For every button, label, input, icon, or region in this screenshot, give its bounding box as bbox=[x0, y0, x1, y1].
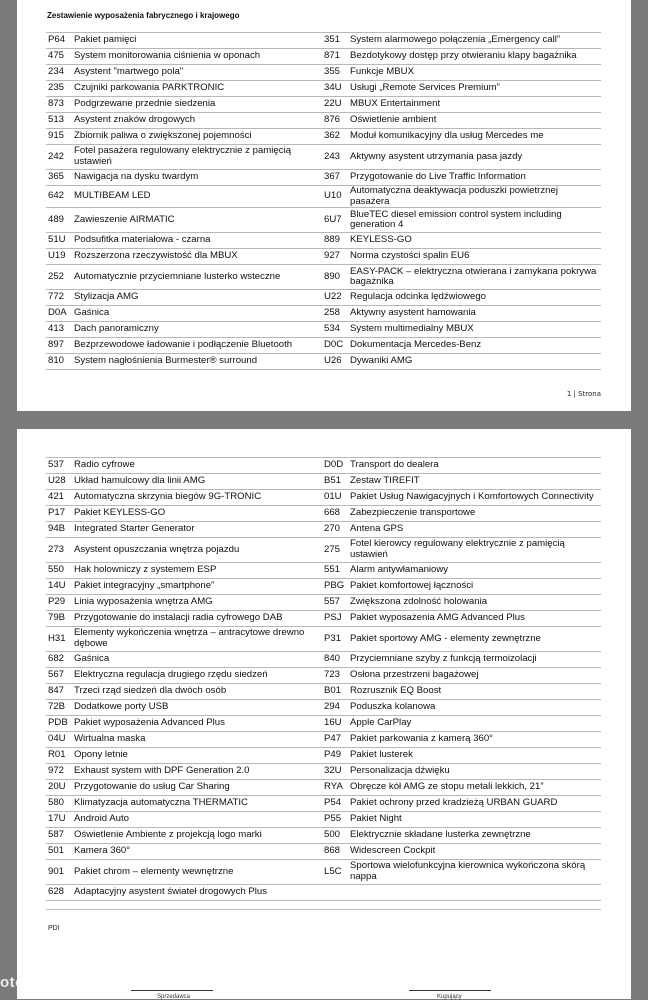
table-row bbox=[46, 208, 601, 233]
equipment-code: RYA bbox=[322, 780, 348, 796]
equipment-description: Apple CarPlay bbox=[348, 716, 601, 732]
document-page-1 bbox=[17, 0, 631, 411]
equipment-description: Dywaniki AMG bbox=[348, 354, 601, 370]
equipment-description: Obręcze kół AMG ze stopu metali lekkich, 21” bbox=[348, 780, 601, 796]
equipment-code: 723 bbox=[322, 668, 348, 684]
equipment-code: D0D bbox=[322, 458, 348, 474]
equipment-description: Pakiet pamięci bbox=[72, 33, 316, 49]
equipment-code: 550 bbox=[46, 563, 72, 579]
table-row bbox=[46, 828, 601, 844]
equipment-description: Podgrzewane przednie siedzenia bbox=[72, 97, 316, 113]
table-row bbox=[46, 579, 601, 595]
equipment-description: Moduł komunikacyjny dla usług Mercedes me bbox=[348, 129, 601, 145]
equipment-code: 580 bbox=[46, 796, 72, 812]
page-number: 1 | Strona bbox=[566, 390, 601, 398]
equipment-description: Asystent znaków drogowych bbox=[72, 113, 316, 129]
table-row bbox=[46, 563, 601, 579]
equipment-description: Pakiet integracyjny „smartphone” bbox=[72, 579, 316, 595]
table-row bbox=[46, 684, 601, 700]
equipment-description: Linia wyposażenia wnętrza AMG bbox=[72, 595, 316, 611]
equipment-code: P47 bbox=[322, 732, 348, 748]
table-row bbox=[46, 844, 601, 860]
equipment-code: 362 bbox=[322, 129, 348, 145]
equipment-code: 294 bbox=[322, 700, 348, 716]
equipment-description: Sportowa wielofunkcyjna kierownica wykończona skórą nappa bbox=[348, 860, 601, 885]
equipment-description: Pakiet parkowania z kamerą 360° bbox=[348, 732, 601, 748]
equipment-description: Układ hamulcowy dla linii AMG bbox=[72, 474, 316, 490]
signature-label-buyer: Kupujący bbox=[437, 994, 462, 1000]
equipment-description: Zawieszenie AIRMATIC bbox=[72, 208, 316, 233]
equipment-description: Asystent opuszczania wnętrza pojazdu bbox=[72, 538, 316, 563]
equipment-code: 551 bbox=[322, 563, 348, 579]
equipment-code: P49 bbox=[322, 748, 348, 764]
table-row bbox=[46, 748, 601, 764]
equipment-code: 34U bbox=[322, 81, 348, 97]
equipment-description: Osłona przestrzeni bagażowej bbox=[348, 668, 601, 684]
equipment-description: MBUX Entertainment bbox=[348, 97, 601, 113]
equipment-description: Wirtualna maska bbox=[72, 732, 316, 748]
equipment-description: Hak holowniczy z systemem ESP bbox=[72, 563, 316, 579]
equipment-description: Pakiet sportowy AMG - elementy zewnętrzne bbox=[348, 627, 601, 652]
equipment-description: Exhaust system with DPF Generation 2.0 bbox=[72, 764, 316, 780]
equipment-description: Personalizacja dźwięku bbox=[348, 764, 601, 780]
equipment-description: Pakiet wyposażenia AMG Advanced Plus bbox=[348, 611, 601, 627]
table-row bbox=[46, 145, 601, 170]
table-row bbox=[46, 33, 601, 49]
equipment-code: 668 bbox=[322, 506, 348, 522]
equipment-code: U22 bbox=[322, 290, 348, 306]
equipment-description: EASY-PACK – elektryczna otwierana i zamykana pokrywa bagażnika bbox=[348, 265, 601, 290]
equipment-code: PDB bbox=[46, 716, 72, 732]
table-row bbox=[46, 627, 601, 652]
equipment-code: D0A bbox=[46, 306, 72, 322]
equipment-code: U28 bbox=[46, 474, 72, 490]
equipment-code: 847 bbox=[46, 684, 72, 700]
equipment-code: L5C bbox=[322, 860, 348, 885]
equipment-code: P17 bbox=[46, 506, 72, 522]
equipment-code: H31 bbox=[46, 627, 72, 652]
equipment-description: Pakiet lusterek bbox=[348, 748, 601, 764]
equipment-code: 94B bbox=[46, 522, 72, 538]
equipment-code: 17U bbox=[46, 812, 72, 828]
equipment-description: Czujniki parkowania PARKTRONIC bbox=[72, 81, 316, 97]
table-row bbox=[46, 538, 601, 563]
equipment-description: Dodatkowe porty USB bbox=[72, 700, 316, 716]
equipment-code: 972 bbox=[46, 764, 72, 780]
equipment-code: B51 bbox=[322, 474, 348, 490]
table-row bbox=[46, 764, 601, 780]
equipment-code: 513 bbox=[46, 113, 72, 129]
equipment-description: Trzeci rząd siedzeń dla dwóch osób bbox=[72, 684, 316, 700]
table-row bbox=[46, 780, 601, 796]
equipment-description: Pakiet wyposażenia Advanced Plus bbox=[72, 716, 316, 732]
equipment-description: Dach panoramiczny bbox=[72, 322, 316, 338]
equipment-description: Zwiększona zdolność holowania bbox=[348, 595, 601, 611]
equipment-code: 258 bbox=[322, 306, 348, 322]
table-row bbox=[46, 611, 601, 627]
table-row bbox=[46, 186, 601, 208]
equipment-description: System nagłośnienia Burmester® surround bbox=[72, 354, 316, 370]
equipment-code: 915 bbox=[46, 129, 72, 145]
equipment-description: Bezdotykowy dostęp przy otwieraniu klapy bagażnika bbox=[348, 49, 601, 65]
equipment-description: Automatyczna deaktywacja poduszki powietrznej pasażera bbox=[348, 186, 601, 208]
equipment-code: 275 bbox=[322, 538, 348, 563]
table-row bbox=[46, 700, 601, 716]
equipment-code: 32U bbox=[322, 764, 348, 780]
equipment-description: Elektryczna regulacja drugiego rzędu siedzeń bbox=[72, 668, 316, 684]
equipment-code: 876 bbox=[322, 113, 348, 129]
equipment-description: Pakiet Night bbox=[348, 812, 601, 828]
equipment-code: 628 bbox=[46, 885, 72, 901]
equipment-description: Zestaw TIREFIT bbox=[348, 474, 601, 490]
equipment-code: D0C bbox=[322, 338, 348, 354]
table-row bbox=[46, 97, 601, 113]
table-row bbox=[46, 249, 601, 265]
equipment-code: 840 bbox=[322, 652, 348, 668]
equipment-description: Asystent "martwego pola" bbox=[72, 65, 316, 81]
equipment-code: 421 bbox=[46, 490, 72, 506]
equipment-description: Poduszka kolanowa bbox=[348, 700, 601, 716]
equipment-code: P64 bbox=[46, 33, 72, 49]
equipment-description: Rozszerzona rzeczywistość dla MBUX bbox=[72, 249, 316, 265]
table-row bbox=[46, 595, 601, 611]
equipment-description: MULTIBEAM LED bbox=[72, 186, 316, 208]
equipment-code bbox=[322, 885, 348, 901]
equipment-code: PSJ bbox=[322, 611, 348, 627]
equipment-code: 500 bbox=[322, 828, 348, 844]
table-row bbox=[46, 113, 601, 129]
equipment-code: U19 bbox=[46, 249, 72, 265]
table-row bbox=[46, 81, 601, 97]
equipment-description: Aktywny asystent hamowania bbox=[348, 306, 601, 322]
equipment-code: 642 bbox=[46, 186, 72, 208]
equipment-code: 475 bbox=[46, 49, 72, 65]
equipment-code: 72B bbox=[46, 700, 72, 716]
equipment-code: B01 bbox=[322, 684, 348, 700]
pdi-label: PDI bbox=[48, 925, 60, 932]
table-row bbox=[46, 812, 601, 828]
equipment-description: BlueTEC diesel emission control system including generation 4 bbox=[348, 208, 601, 233]
equipment-description: Regulacja odcinka lędźwiowego bbox=[348, 290, 601, 306]
equipment-description: Funkcje MBUX bbox=[348, 65, 601, 81]
equipment-code: 51U bbox=[46, 233, 72, 249]
equipment-description: System alarmowego połączenia „Emergency call” bbox=[348, 33, 601, 49]
equipment-description: Usługi „Remote Services Premium” bbox=[348, 81, 601, 97]
table-row bbox=[46, 458, 601, 474]
table-row bbox=[46, 170, 601, 186]
table-row bbox=[46, 490, 601, 506]
equipment-description: Android Auto bbox=[72, 812, 316, 828]
equipment-code: 927 bbox=[322, 249, 348, 265]
equipment-description: Pakiet komfortowej łączności bbox=[348, 579, 601, 595]
equipment-code: PBG bbox=[322, 579, 348, 595]
table-row bbox=[46, 290, 601, 306]
signature-label-seller: Sprzedawca bbox=[157, 994, 191, 1000]
equipment-description: Klimatyzacja automatyczna THERMATIC bbox=[72, 796, 316, 812]
document-title: Zestawienie wyposażenia fabrycznego i krajowego bbox=[47, 11, 240, 20]
table-row bbox=[46, 306, 601, 322]
equipment-code: 810 bbox=[46, 354, 72, 370]
equipment-code: 534 bbox=[322, 322, 348, 338]
equipment-description: Przyciemniane szyby z funkcją termoizolacji bbox=[348, 652, 601, 668]
equipment-code: P54 bbox=[322, 796, 348, 812]
equipment-code: P55 bbox=[322, 812, 348, 828]
equipment-description: Fotel pasażera regulowany elektrycznie z pamięcią ustawień bbox=[72, 145, 316, 170]
equipment-description: Pakiet Usług Nawigacyjnych i Komfortowych Connectivity bbox=[348, 490, 601, 506]
table-row bbox=[46, 129, 601, 145]
equipment-code: 587 bbox=[46, 828, 72, 844]
equipment-description: Podsufitka materiałowa - czarna bbox=[72, 233, 316, 249]
equipment-code: 243 bbox=[322, 145, 348, 170]
signature-line-buyer bbox=[409, 990, 491, 991]
equipment-code: 355 bbox=[322, 65, 348, 81]
equipment-description: Zabezpieczenie transportowe bbox=[348, 506, 601, 522]
equipment-description: Pakiet ochrony przed kradzieżą URBAN GUARD bbox=[348, 796, 601, 812]
table-row bbox=[46, 49, 601, 65]
equipment-code: 501 bbox=[46, 844, 72, 860]
table-row bbox=[46, 716, 601, 732]
equipment-code: 235 bbox=[46, 81, 72, 97]
equipment-code: 537 bbox=[46, 458, 72, 474]
equipment-code: 682 bbox=[46, 652, 72, 668]
equipment-code: 22U bbox=[322, 97, 348, 113]
equipment-description: Alarm antywłamaniowy bbox=[348, 563, 601, 579]
equipment-code: 489 bbox=[46, 208, 72, 233]
equipment-description: Stylizacja AMG bbox=[72, 290, 316, 306]
equipment-description: KEYLESS-GO bbox=[348, 233, 601, 249]
equipment-description: System monitorowania ciśnienia w oponach bbox=[72, 49, 316, 65]
equipment-code: 252 bbox=[46, 265, 72, 290]
equipment-description: Antena GPS bbox=[348, 522, 601, 538]
equipment-description: Fotel kierowcy regulowany elektrycznie z pamięcią ustawień bbox=[348, 538, 601, 563]
table-row bbox=[46, 885, 601, 901]
table-row bbox=[46, 732, 601, 748]
equipment-description: Zbiornik paliwa o zwiększonej pojemności bbox=[72, 129, 316, 145]
signature-line-seller bbox=[131, 990, 213, 991]
equipment-code: 04U bbox=[46, 732, 72, 748]
table-row bbox=[46, 522, 601, 538]
equipment-description: Kamera 360° bbox=[72, 844, 316, 860]
equipment-description: Oświetlenie ambient bbox=[348, 113, 601, 129]
equipment-code: U26 bbox=[322, 354, 348, 370]
equipment-code: 79B bbox=[46, 611, 72, 627]
equipment-description: Pakiet chrom – elementy wewnętrzne bbox=[72, 860, 316, 885]
divider bbox=[46, 909, 601, 910]
equipment-description: Dokumentacja Mercedes-Benz bbox=[348, 338, 601, 354]
equipment-code: U10 bbox=[322, 186, 348, 208]
equipment-code: 365 bbox=[46, 170, 72, 186]
equipment-description: Elementy wykończenia wnętrza – antracytowe drewno dębowe bbox=[72, 627, 316, 652]
equipment-description: Przygotowanie do instalacji radia cyfrowego DAB bbox=[72, 611, 316, 627]
equipment-code: P29 bbox=[46, 595, 72, 611]
equipment-description: Norma czystości spalin EU6 bbox=[348, 249, 601, 265]
equipment-code: 242 bbox=[46, 145, 72, 170]
table-row bbox=[46, 506, 601, 522]
equipment-description: Automatycznie przyciemniane lusterko wsteczne bbox=[72, 265, 316, 290]
equipment-code: 367 bbox=[322, 170, 348, 186]
equipment-table-page-2 bbox=[46, 457, 601, 901]
equipment-code: 16U bbox=[322, 716, 348, 732]
table-row bbox=[46, 65, 601, 81]
equipment-description: Elektrycznie składane lusterka zewnętrzne bbox=[348, 828, 601, 844]
equipment-description: System multimedialny MBUX bbox=[348, 322, 601, 338]
table-row bbox=[46, 338, 601, 354]
equipment-code: 6U7 bbox=[322, 208, 348, 233]
table-row bbox=[46, 474, 601, 490]
equipment-code: 897 bbox=[46, 338, 72, 354]
equipment-description bbox=[348, 885, 601, 901]
equipment-code: 772 bbox=[46, 290, 72, 306]
equipment-code: 871 bbox=[322, 49, 348, 65]
equipment-code: 873 bbox=[46, 97, 72, 113]
equipment-code: 557 bbox=[322, 595, 348, 611]
equipment-table-page-1 bbox=[46, 32, 601, 370]
table-row bbox=[46, 354, 601, 370]
equipment-code: 868 bbox=[322, 844, 348, 860]
equipment-description: Przygotowanie do Live Traffic Information bbox=[348, 170, 601, 186]
equipment-code: 270 bbox=[322, 522, 348, 538]
equipment-description: Aktywny asystent utrzymania pasa jazdy bbox=[348, 145, 601, 170]
equipment-description: Nawigacja na dysku twardym bbox=[72, 170, 316, 186]
equipment-code: 14U bbox=[46, 579, 72, 595]
equipment-description: Rozrusznik EQ Boost bbox=[348, 684, 601, 700]
equipment-code: 01U bbox=[322, 490, 348, 506]
equipment-code: 567 bbox=[46, 668, 72, 684]
equipment-code: 889 bbox=[322, 233, 348, 249]
table-row bbox=[46, 668, 601, 684]
table-row bbox=[46, 796, 601, 812]
table-row bbox=[46, 265, 601, 290]
equipment-description: Adaptacyjny asystent świateł drogowych Plus bbox=[72, 885, 316, 901]
document-page-2 bbox=[17, 429, 631, 999]
equipment-description: Automatyczna skrzynia biegów 9G-TRONIC bbox=[72, 490, 316, 506]
equipment-description: Transport do dealera bbox=[348, 458, 601, 474]
equipment-code: 413 bbox=[46, 322, 72, 338]
equipment-code: R01 bbox=[46, 748, 72, 764]
table-row bbox=[46, 322, 601, 338]
table-row bbox=[46, 652, 601, 668]
equipment-description: Oświetlenie Ambiente z projekcją logo marki bbox=[72, 828, 316, 844]
equipment-description: Gaśnica bbox=[72, 652, 316, 668]
table-row bbox=[46, 860, 601, 885]
equipment-code: 273 bbox=[46, 538, 72, 563]
equipment-description: Pakiet KEYLESS-GO bbox=[72, 506, 316, 522]
equipment-description: Opony letnie bbox=[72, 748, 316, 764]
equipment-description: Radio cyfrowe bbox=[72, 458, 316, 474]
equipment-code: 234 bbox=[46, 65, 72, 81]
equipment-description: Przygotowanie do usług Car Sharing bbox=[72, 780, 316, 796]
equipment-code: 901 bbox=[46, 860, 72, 885]
equipment-code: 351 bbox=[322, 33, 348, 49]
equipment-code: 20U bbox=[46, 780, 72, 796]
equipment-code: 890 bbox=[322, 265, 348, 290]
equipment-description: Gaśnica bbox=[72, 306, 316, 322]
equipment-description: Widescreen Cockpit bbox=[348, 844, 601, 860]
watermark-logo: otomoto bbox=[0, 974, 64, 991]
equipment-code: P31 bbox=[322, 627, 348, 652]
equipment-description: Bezprzewodowe ładowanie i podłączenie Bluetooth bbox=[72, 338, 316, 354]
equipment-description: Integrated Starter Generator bbox=[72, 522, 316, 538]
table-row bbox=[46, 233, 601, 249]
